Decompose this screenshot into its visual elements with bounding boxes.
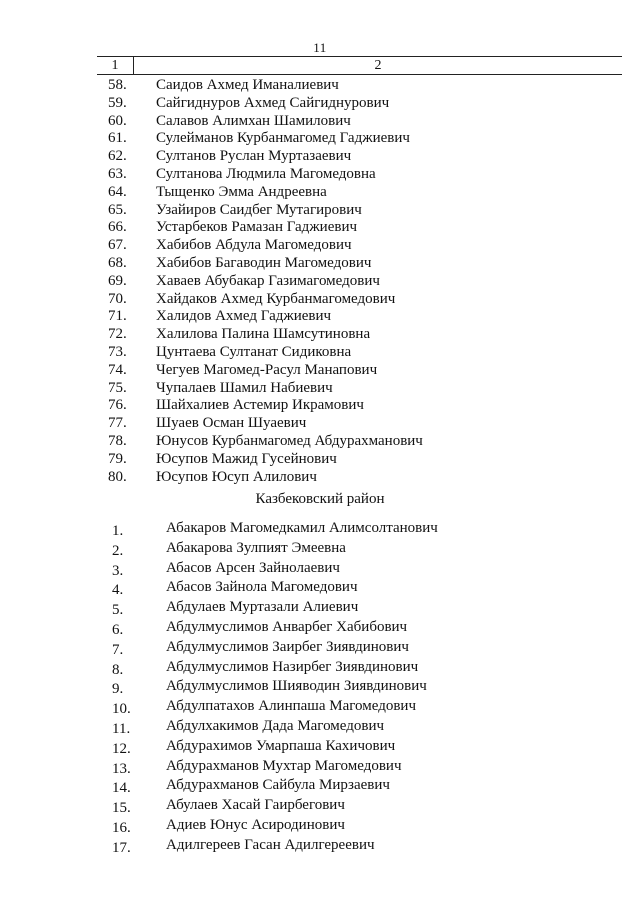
person-name: Хабибов Багаводин Магомедович — [156, 254, 372, 271]
person-name: Халидов Ахмед Гаджиевич — [156, 308, 332, 325]
person-name: Чупалаев Шамил Набиевич — [156, 379, 333, 396]
list-item — [0, 776, 640, 796]
person-name: Юсупов Юсуп Алилович — [156, 468, 317, 485]
item-number: 71. — [108, 308, 127, 325]
item-number: 59. — [108, 94, 127, 111]
item-number: 75. — [108, 379, 127, 396]
person-name: Султанов Руслан Муртазаевич — [156, 148, 352, 165]
person-name: Адилгереев Гасан Адилгереевич — [166, 836, 375, 853]
list-item — [0, 273, 640, 291]
person-name: Хабибов Абдула Магомедович — [156, 237, 352, 254]
person-name: Абакаров Магомедкамил Алимсолтанович — [166, 520, 438, 536]
person-name: Чегуев Магомед-Расул Манапович — [156, 361, 378, 378]
person-name: Абдурахимов Умарпаша Кахичович — [166, 737, 396, 754]
list-item — [0, 255, 640, 273]
person-name: Абдулмуслимов Шияводин Зиявдинович — [166, 678, 427, 695]
item-number: 6. — [112, 621, 124, 638]
person-name: Устарбеков Рамазан Гаджиевич — [156, 219, 358, 236]
list-item — [0, 539, 640, 559]
list-item — [0, 451, 640, 469]
list-item — [0, 816, 640, 836]
person-name: Абдулмуслимов Назирбег Зиявдинович — [166, 658, 419, 675]
person-name: Абдулхакимов Дада Магомедович — [166, 717, 385, 734]
district-title: Казбековский район — [255, 491, 385, 507]
item-number: 73. — [108, 343, 127, 360]
person-name: Абулаев Хасай Гаирбегович — [166, 797, 345, 814]
list-item — [0, 130, 640, 148]
list-item — [0, 638, 640, 658]
list-item — [0, 362, 640, 380]
list-item — [0, 836, 640, 856]
list-item — [0, 397, 640, 415]
person-name: Цунтаева Султанат Сидиковна — [156, 343, 352, 360]
item-number: 62. — [108, 148, 127, 165]
item-number: 70. — [108, 290, 127, 307]
list-item — [0, 184, 640, 202]
name-list-kazbekovsky — [0, 519, 640, 856]
person-name: Абдулмуслимов Заирбег Зиявдинович — [166, 638, 409, 655]
item-number: 74. — [108, 361, 127, 378]
person-name: Султанова Людмила Магомедовна — [156, 165, 376, 182]
list-item — [0, 598, 640, 618]
person-name: Сайгиднуров Ахмед Сайгиднурович — [156, 94, 390, 111]
list-item — [0, 796, 640, 816]
item-number: 12. — [112, 740, 131, 757]
person-name: Абакарова Зулпият Эмеевна — [166, 539, 346, 556]
list-item — [0, 219, 640, 237]
item-number: 13. — [112, 760, 131, 777]
item-number: 64. — [108, 183, 127, 200]
item-number: 66. — [108, 219, 127, 236]
person-name: Абдулаев Муртазали Алиевич — [166, 599, 359, 616]
person-name: Сулейманов Курбанмагомед Гаджиевич — [156, 130, 410, 147]
item-number: 78. — [108, 432, 127, 449]
list-item — [0, 519, 640, 539]
list-item — [0, 658, 640, 678]
person-name: Юнусов Курбанмагомед Абдурахманович — [156, 432, 423, 449]
column-header-row — [97, 56, 622, 75]
person-name: Халилова Палина Шамсутиновна — [156, 326, 371, 343]
list-item — [0, 326, 640, 344]
list-item — [0, 559, 640, 579]
item-number: 80. — [108, 468, 127, 485]
item-number: 68. — [108, 254, 127, 271]
item-number: 2. — [112, 542, 124, 559]
item-number: 14. — [112, 780, 131, 797]
list-item — [0, 291, 640, 309]
person-name: Адиев Юнус Асиродинович — [166, 816, 345, 833]
item-number: 60. — [108, 112, 127, 129]
person-name: Абдурахманов Сайбула Мирзаевич — [166, 777, 390, 794]
person-name: Тыщенко Эмма Андреевна — [156, 183, 327, 200]
person-name: Хаваев Абубакар Газимагомедович — [156, 272, 380, 289]
item-number: 3. — [112, 562, 124, 579]
item-number: 17. — [112, 839, 131, 856]
list-item — [0, 166, 640, 184]
page-number: 11 — [313, 40, 327, 55]
item-number: 11. — [112, 720, 131, 737]
name-list-continued — [0, 77, 640, 486]
list-item — [0, 433, 640, 451]
item-number: 61. — [108, 130, 127, 147]
list-item — [0, 717, 640, 737]
list-item — [0, 677, 640, 697]
item-number: 9. — [112, 681, 124, 698]
list-item — [0, 237, 640, 255]
person-name: Салавов Алимхан Шамилович — [156, 112, 351, 129]
list-item — [0, 308, 640, 326]
person-name: Шуаев Осман Шуаевич — [156, 415, 307, 432]
item-number: 76. — [108, 397, 127, 414]
list-item — [0, 344, 640, 362]
person-name: Узайиров Саидбег Мутагирович — [156, 201, 362, 218]
item-number: 1. — [112, 523, 124, 539]
item-number: 67. — [108, 237, 127, 254]
person-name: Хайдаков Ахмед Курбанмагомедович — [156, 290, 396, 307]
list-item — [0, 757, 640, 777]
item-number: 7. — [112, 641, 124, 658]
list-item — [0, 697, 640, 717]
item-number: 8. — [112, 661, 124, 678]
list-item — [0, 415, 640, 433]
column-header-2: 2 — [374, 58, 382, 73]
person-name: Саидов Ахмед Иманалиевич — [156, 77, 339, 93]
item-number: 72. — [108, 326, 127, 343]
person-name: Абдурахманов Мухтар Магомедович — [166, 757, 402, 774]
item-number: 63. — [108, 165, 127, 182]
list-item — [0, 95, 640, 113]
list-item — [0, 469, 640, 487]
item-number: 5. — [112, 602, 124, 619]
item-number: 15. — [112, 800, 131, 817]
person-name: Абасов Зайнола Магомедович — [166, 579, 358, 596]
list-item — [0, 737, 640, 757]
list-item — [0, 202, 640, 220]
person-name: Абасов Арсен Зайнолаевич — [166, 559, 340, 576]
list-item — [0, 77, 640, 95]
person-name: Юсупов Мажид Гусейнович — [156, 450, 337, 467]
list-item — [0, 113, 640, 131]
item-number: 58. — [108, 77, 127, 93]
person-name: Абдулмуслимов Анварбег Хабибович — [166, 618, 408, 635]
item-number: 79. — [108, 450, 127, 467]
column-header-1: 1 — [111, 58, 119, 73]
list-item — [0, 578, 640, 598]
list-item — [0, 618, 640, 638]
person-name: Абдулпатахов Алинпаша Магомедович — [166, 698, 416, 715]
item-number: 69. — [108, 272, 127, 289]
item-number: 65. — [108, 201, 127, 218]
item-number: 4. — [112, 582, 124, 599]
item-number: 77. — [108, 415, 127, 432]
list-item — [0, 148, 640, 166]
list-item — [0, 380, 640, 398]
item-number: 10. — [112, 701, 131, 718]
person-name: Шайхалиев Астемир Икрамович — [156, 397, 364, 414]
item-number: 16. — [112, 819, 131, 836]
